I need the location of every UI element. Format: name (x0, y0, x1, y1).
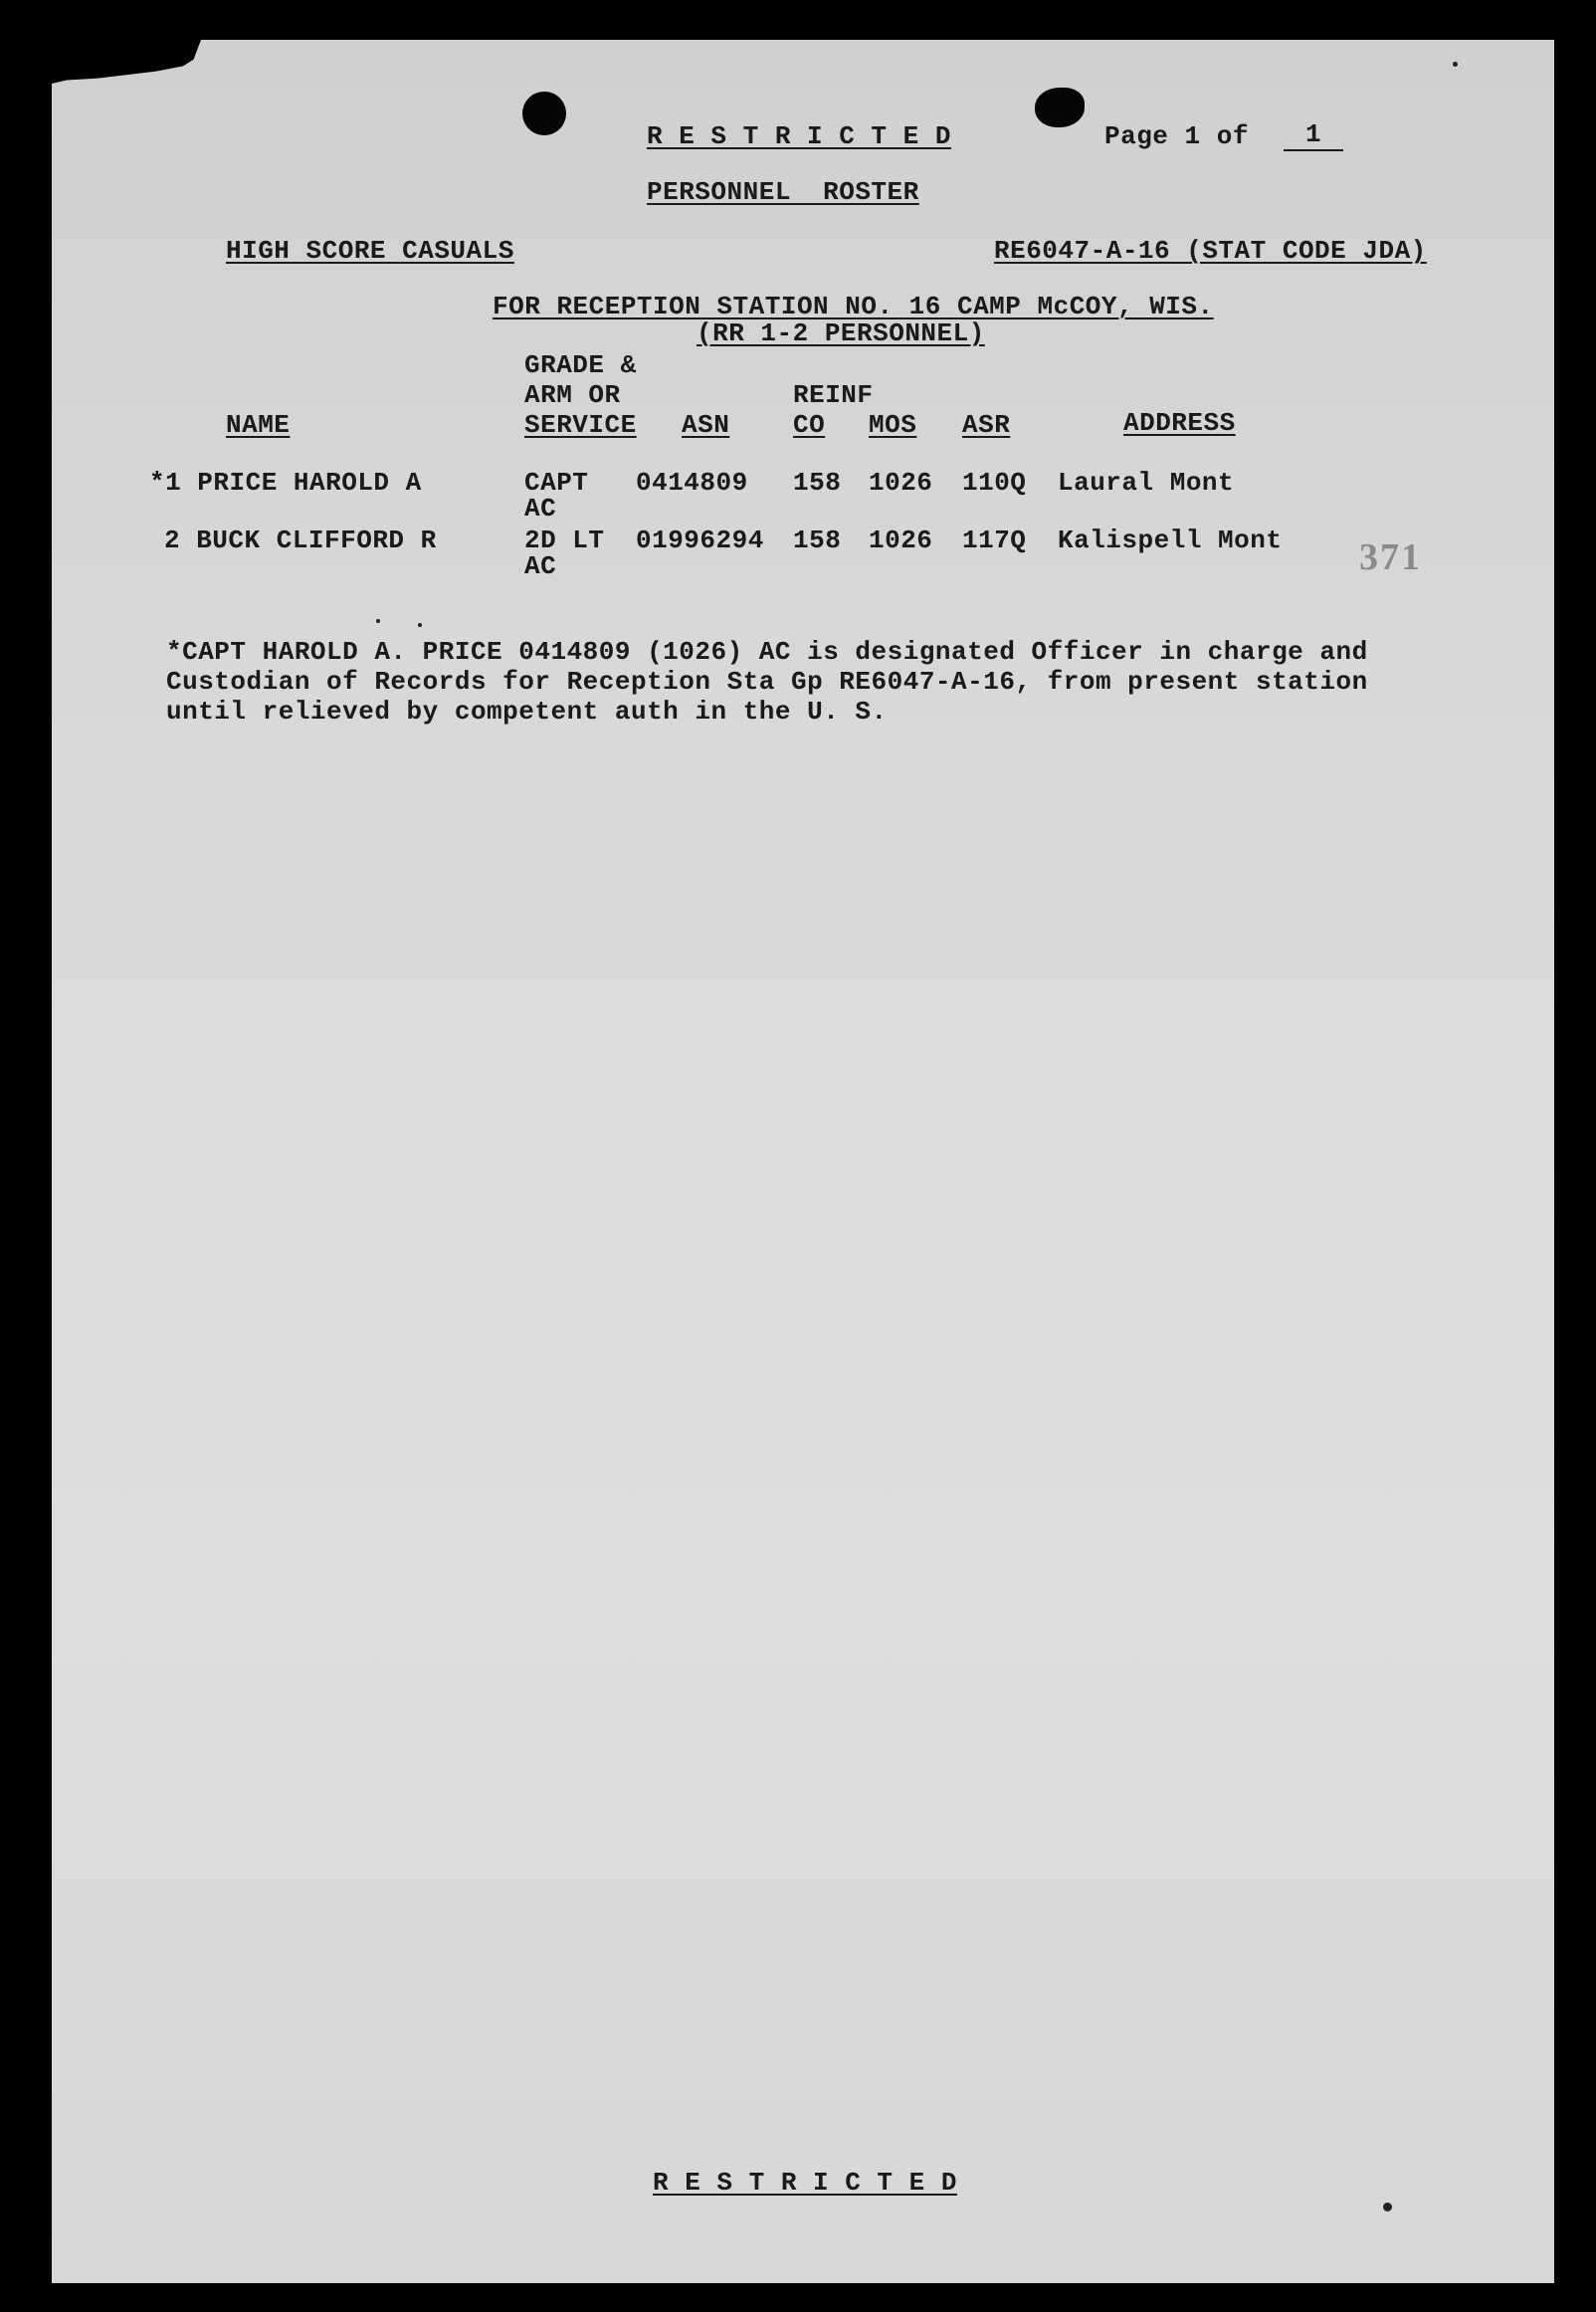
row-asn: 0414809 (636, 468, 748, 498)
unit-code: RE6047-A-16 (STAT CODE JDA) (994, 236, 1427, 266)
col-grade-2: ARM OR (524, 380, 621, 410)
unit-name: HIGH SCORE CASUALS (226, 236, 514, 266)
row-mos: 1026 (869, 468, 933, 498)
destination: FOR RECEPTION STATION NO. 16 CAMP McCOY, WIS. (493, 292, 1214, 321)
col-address: ADDRESS (1123, 408, 1236, 438)
ink-dot (376, 619, 380, 623)
row-asr: 110Q (962, 468, 1027, 498)
note-line-3: until relieved by competent auth in the U. S. (166, 697, 888, 727)
col-service: SERVICE (524, 410, 637, 440)
restricted-header: R E S T R I C T E D (647, 121, 951, 151)
document-page (52, 40, 1554, 2283)
row-asr: 117Q (962, 525, 1027, 555)
row-co: 158 (793, 525, 842, 555)
personnel-subtitle: (RR 1-2 PERSONNEL) (697, 318, 985, 348)
ink-dot (1453, 62, 1458, 67)
punch-hole-left (522, 92, 566, 135)
ink-dot (1383, 2203, 1392, 2211)
torn-corner (52, 40, 201, 84)
note-line-1: *CAPT HAROLD A. PRICE 0414809 (1026) AC is designated Officer in charge and (166, 637, 1368, 667)
row-address: Laural Mont (1058, 468, 1235, 498)
row-name: *1 PRICE HAROLD A (149, 468, 422, 498)
row-name: 2 BUCK CLIFFORD R (164, 525, 437, 555)
row-arm: AC (524, 494, 557, 524)
row-co: 158 (793, 468, 842, 498)
row-grade: 2D LT (524, 525, 605, 555)
col-co: CO (793, 410, 826, 440)
col-grade-1: GRADE & (524, 350, 637, 380)
roster-title: PERSONNEL ROSTER (647, 177, 919, 207)
col-mos: MOS (869, 410, 917, 440)
page-total: 1 (1284, 119, 1343, 151)
row-arm: AC (524, 551, 557, 581)
punch-hole-right (1035, 88, 1085, 127)
restricted-footer: R E S T R I C T E D (653, 2168, 957, 2198)
col-asn: ASN (682, 410, 730, 440)
row-grade: CAPT (524, 468, 589, 498)
row-mos: 1026 (869, 525, 933, 555)
page-label: Page 1 of (1104, 121, 1249, 151)
row-address: Kalispell Mont (1058, 525, 1283, 555)
col-name: NAME (226, 410, 291, 440)
note-line-2: Custodian of Records for Reception Sta Gp RE6047-A-16, from present station (166, 667, 1368, 697)
row-asn: 01996294 (636, 525, 764, 555)
ink-dot (418, 623, 422, 627)
col-reinf-1: REINF (793, 380, 874, 410)
col-asr: ASR (962, 410, 1011, 440)
stamp-number: 371 (1359, 536, 1422, 578)
